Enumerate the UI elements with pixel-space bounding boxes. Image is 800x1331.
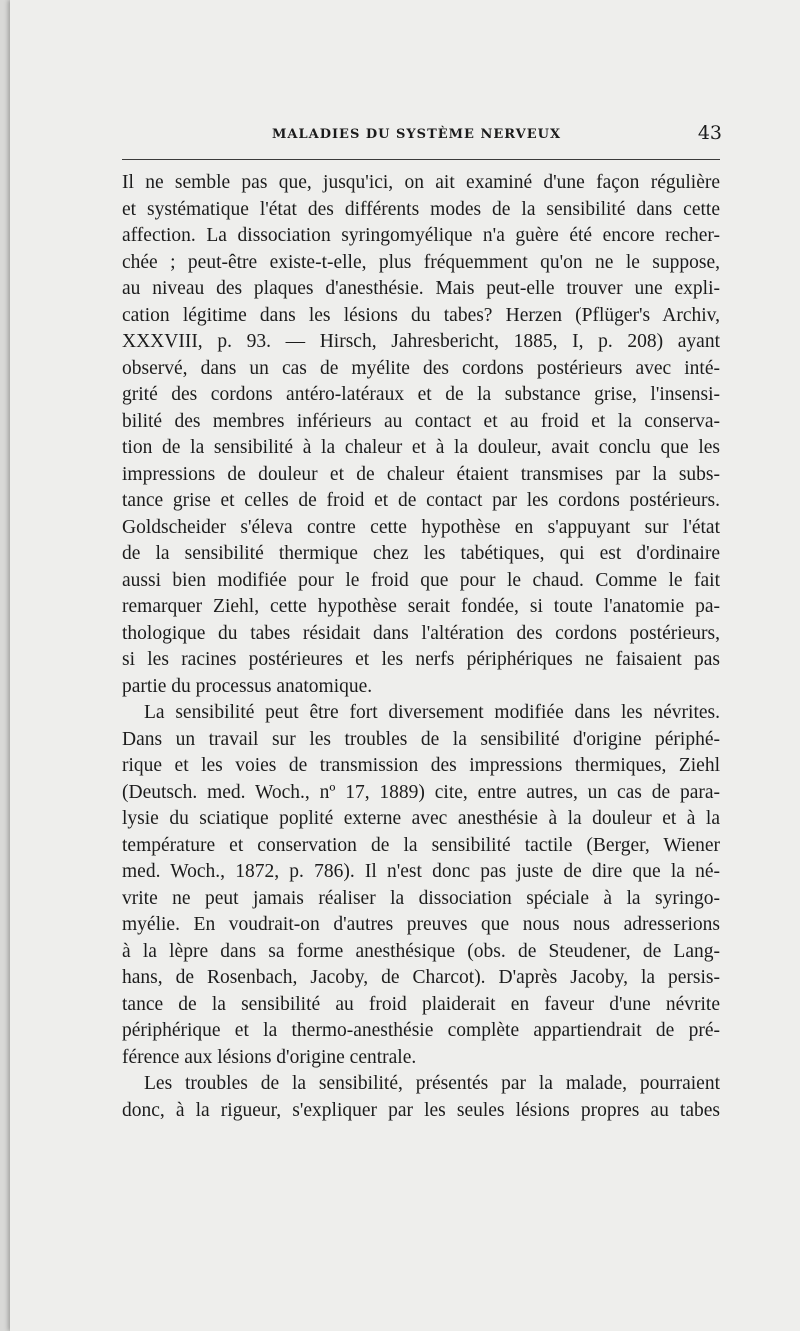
text-line: vrite ne peut jamais réaliser la dissociation spéciale à la syringo-	[122, 887, 720, 909]
text-line: (Deutsch. med. Woch., nº 17, 1889) cite, entre autres, un cas de para-	[122, 781, 720, 803]
page-header	[272, 122, 722, 148]
text-line: remarquer Ziehl, cette hypothèse serait fondée, si toute l'anatomie pa-	[122, 596, 720, 617]
text-line: chée ; peut-être existe-t-elle, plus fréquemment qu'on ne le suppose,	[122, 251, 720, 273]
text-line: au niveau des plaques d'anesthésie. Mais peut-elle trouver une expli-	[122, 278, 720, 299]
text-line: rique et les voies de transmission des impressions thermiques, Ziehl	[122, 755, 720, 776]
text-line: tance grise et celles de froid et de contact par les cordons postérieurs.	[122, 490, 720, 511]
book-page	[10, 0, 800, 1331]
paragraphs	[122, 170, 720, 1124]
text-line: si les racines postérieures et les nerfs périphériques ne faisaient pas	[122, 649, 720, 670]
text-line: Les troubles de la sensibilité, présentés par la malade, pourraient	[144, 1073, 720, 1094]
text-line: Goldscheider s'éleva contre cette hypothèse en s'appuyant sur l'état	[122, 516, 720, 538]
paragraph	[122, 170, 720, 700]
paragraph	[122, 1071, 720, 1124]
text-line: Dans un travail sur les troubles de la sensibilité d'origine périphé-	[122, 728, 720, 750]
text-line: aussi bien modifiée pour le froid que pour le chaud. Comme le fait	[122, 569, 720, 591]
text-line: de la sensibilité thermique chez les tabétiques, qui est d'ordinaire	[122, 543, 720, 564]
text-line: et systématique l'état des différents modes de la sensibilité dans cette	[122, 198, 720, 220]
text-line: donc, à la rigueur, s'expliquer par les seules lésions propres au tabes	[122, 1099, 720, 1121]
text-line: tance de la sensibilité au froid plaiderait en faveur d'une névrite	[122, 993, 720, 1015]
text-line: La sensibilité peut être fort diversement modifiée dans les névrites.	[144, 702, 720, 723]
text-line: périphérique et la thermo-anesthésie complète appartiendrait de pré-	[122, 1020, 720, 1041]
text-line: thologique du tabes résidait dans l'altération des cordons postérieurs,	[122, 622, 720, 644]
text-line: myélie. En voudrait-on d'autres preuves que nous nous adresserions	[122, 914, 720, 935]
text-line: férence aux lésions d'origine centrale.	[122, 1046, 417, 1068]
text-line: lysie du sciatique poplité externe avec anesthésie à la douleur et à la	[122, 808, 720, 829]
text-line: hans, de Rosenbach, Jacoby, de Charcot). D'après Jacoby, la persis-	[122, 967, 720, 988]
header-rule	[122, 159, 720, 160]
text-line: grité des cordons antéro-latéraux et de la substance grise, l'insensi-	[122, 384, 720, 405]
text-line: observé, dans un cas de myélite des cordons postérieurs avec inté-	[122, 357, 720, 379]
text-line: impressions de douleur et de chaleur étaient transmises par la subs-	[122, 463, 720, 485]
paragraph	[122, 700, 720, 1071]
text-line: affection. La dissociation syringomyélique n'a guère été encore recher-	[122, 225, 720, 246]
text-line: XXXVIII, p. 93. — Hirsch, Jahresbericht, 1885, I, p. 208) ayant	[122, 331, 720, 352]
text-line: tion de la sensibilité à la chaleur et à la douleur, avait conclu que les	[122, 437, 720, 458]
text-line: partie du processus anatomique.	[122, 675, 373, 697]
text-line: cation légitime dans les lésions du tabes? Herzen (Pflüger's Archiv,	[122, 304, 720, 326]
text-line: bilité des membres inférieurs au contact et au froid et la conserva-	[122, 410, 720, 432]
page-number: 43	[697, 122, 722, 144]
text-line: température et conservation de la sensibilité tactile (Berger, Wiener	[122, 834, 720, 856]
text-line: à la lèpre dans sa forme anesthésique (obs. de Steudener, de Lang-	[122, 940, 720, 962]
running-head: MALADIES DU SYSTÈME NERVEUX	[272, 127, 562, 142]
text-line: med. Woch., 1872, p. 786). Il n'est donc pas juste de dire que la né-	[122, 861, 720, 882]
text-line: Il ne semble pas que, jusqu'ici, on ait examiné d'une façon régulière	[122, 172, 720, 193]
body-text	[122, 170, 720, 1124]
